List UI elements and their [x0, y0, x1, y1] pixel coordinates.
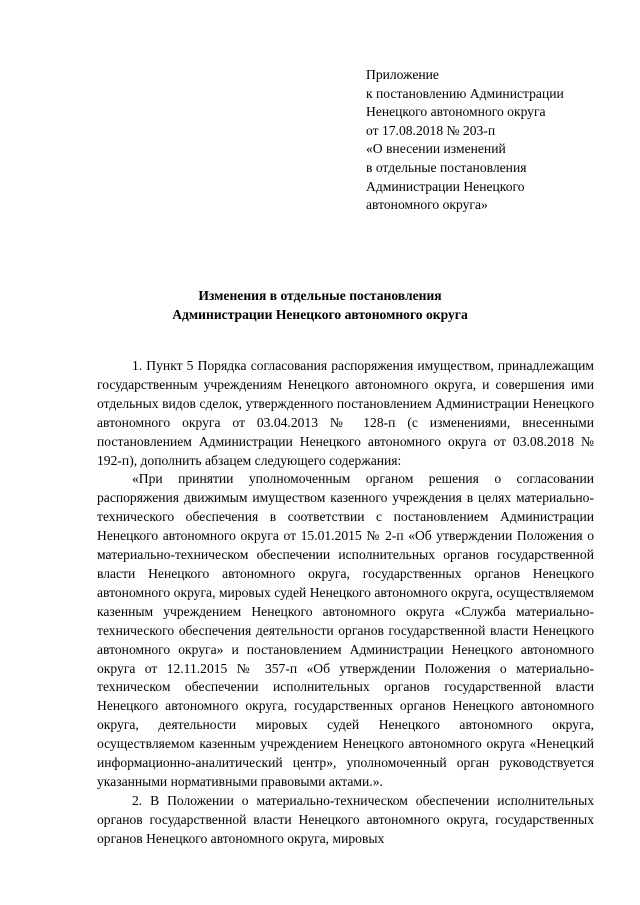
appendix-line: в отдельные постановления — [366, 159, 527, 175]
document-title-line: Администрации Ненецкого автономного округа — [172, 307, 468, 322]
document-body — [97, 357, 594, 849]
appendix-line: от 17.08.2018 № 203-п — [366, 122, 496, 138]
appendix-line: Ненецкого автономного округа — [366, 104, 546, 120]
document-title — [0, 286, 640, 324]
appendix-line: Администрации Ненецкого — [366, 178, 525, 194]
body-paragraph: «При принятии уполномоченным органом решения о согласовании распоряжения движимым имуществом казенного учреждения в целях материально-технического обеспечения в соответствии с постановлением Администрации Ненецкого автономного округа от 15.01.2015 № 2-п «Об утверждении Положения о материально-техническом обеспечении исполнительных органов государственной власти Ненецкого автономного округа, государственных органов Ненецкого автономного округа, мировых судей Ненецкого автономного округа, осуществляемом казенным учреждением Ненецкого автономного округа «Служба материально-технического обеспечения деятельности органов государственной власти Ненецкого автономного округа» и постановлением Администрации Ненецкого автономного округа от 12.11.2015 № 357-п «Об утверждении Положения о материально-техническом обеспечении исполнительных органов государственной власти Ненецкого автономного округа, государственных органов Ненецкого автономного округа, деятельности мировых судей Ненецкого автономного округа, осуществляемом казенным учреждением Ненецкого автономного округа «Ненецкий информационно-аналитический центр», уполномоченный орган руководствуется указанными нормативными правовыми актами.». — [97, 471, 594, 789]
body-paragraph: 2. В Положении о материально-техническом обеспечении исполнительных органов государственной власти Ненецкого автономного округа, государственных органов Ненецкого автономного округа, мировых — [97, 792, 594, 846]
appendix-block — [366, 66, 628, 215]
appendix-line: к постановлению Администрации — [366, 85, 564, 101]
body-paragraph: 1. Пункт 5 Порядка согласования распоряжения имуществом, принадлежащим государственным учреждениям Ненецкого автономного округа, и совершения ими отдельных видов сделок, утвержденного постановлением Администрации Ненецкого автономного округа от 03.04.2013 № 128-п (с изменениями, внесенными постановлением Администрации Ненецкого автономного округа от 03.08.2018 № 192-п), дополнить абзацем следующего содержания: — [97, 358, 594, 468]
appendix-line: Приложение — [366, 67, 439, 82]
appendix-line: «О внесении изменений — [366, 141, 506, 157]
appendix-line: автономного округа» — [366, 197, 488, 213]
document-title-line: Изменения в отдельные постановления — [198, 288, 442, 303]
